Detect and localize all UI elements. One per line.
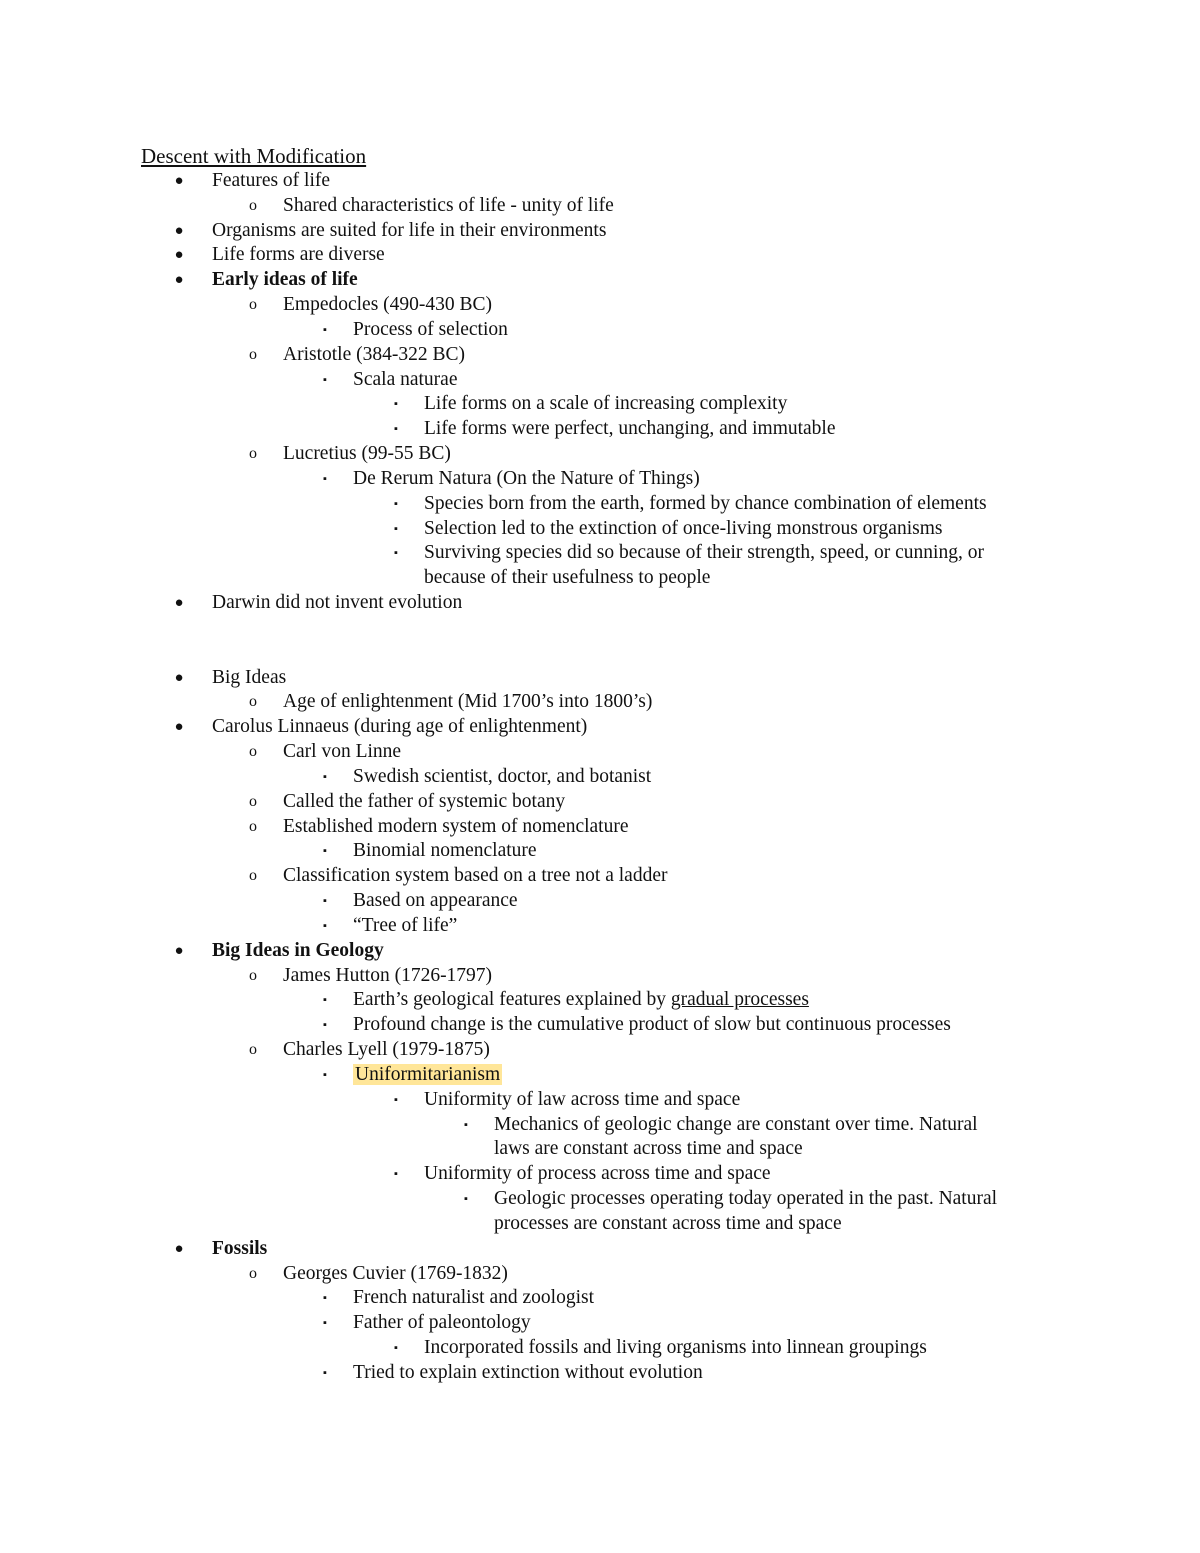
bullet-marker-icon: o (249, 345, 257, 363)
outline-item-label: De Rerum Natura (On the Nature of Things) (353, 467, 700, 489)
bullet-marker-icon: ● (174, 595, 184, 612)
outline-item-text (283, 690, 652, 715)
bullet-marker-icon: o (249, 966, 257, 984)
outline-item-label: processes are constant across time and space (494, 1212, 842, 1234)
outline-item-text (494, 1113, 978, 1138)
outline-item-label: Profound change is the cumulative product of slow but continuous processes (353, 1014, 951, 1036)
outline-item-label: Uniformity of law across time and space (424, 1088, 741, 1110)
outline-item-label: Uniformity of process across time and space (424, 1163, 771, 1185)
bullet-marker-icon: ▪ (323, 1317, 327, 1330)
outline-item-text (353, 1286, 594, 1311)
outline-item-text (353, 765, 651, 790)
outline-item-text (212, 939, 384, 964)
outline-item-text (353, 368, 457, 393)
bullet-marker-icon: ● (174, 1240, 184, 1257)
outline-item-label: “Tree of life” (353, 914, 458, 936)
bullet-marker-icon: ● (174, 272, 184, 289)
bullet-marker-icon: ● (174, 222, 184, 239)
outline-item-text (424, 1162, 771, 1187)
outline-item-text (424, 392, 787, 417)
bullet-marker-icon: ▪ (394, 423, 398, 436)
outline-item-text (424, 1088, 740, 1113)
outline-item-label: Earth’s geological features explained by (353, 989, 671, 1011)
outline-item-label: Father of paleontology (353, 1312, 531, 1334)
outline-item-text (283, 343, 465, 368)
bullet-marker-icon: o (249, 1041, 257, 1059)
outline-item-text (212, 1237, 267, 1262)
outline-item-text (283, 442, 451, 467)
outline-item-text (353, 988, 809, 1013)
outline-item-label: Geologic processes operating today operated in the past. Natural (494, 1188, 998, 1210)
outline-item-label: Fossils (212, 1237, 268, 1259)
bullet-marker-icon: ▪ (323, 1366, 327, 1379)
bullet-marker-icon: ● (174, 173, 184, 189)
outline-item-text (212, 715, 587, 740)
bullet-marker-icon: ● (174, 942, 184, 959)
outline-item-label: laws are constant across time and space (494, 1138, 803, 1160)
bullet-marker-icon: ▪ (394, 547, 398, 560)
outline-item-text (353, 889, 518, 914)
outline-item-label: James Hutton (1726-1797) (283, 964, 493, 986)
outline-item-text (353, 1063, 502, 1088)
outline-item-label: Tried to explain extinction without evolution (353, 1361, 703, 1383)
bullet-marker-icon: o (249, 445, 257, 463)
outline-item-label: Georges Cuvier (1769-1832) (283, 1262, 508, 1284)
outline-item-label: Carolus Linnaeus (during age of enlightenment) (212, 716, 588, 738)
bullet-marker-icon: ▪ (323, 1019, 327, 1032)
outline-item-label: Carl von Linne (283, 741, 402, 763)
outline-item-text (353, 914, 457, 939)
outline-item-text (424, 566, 710, 591)
bullet-marker-icon: o (249, 743, 257, 761)
bullet-marker-icon: ● (174, 719, 184, 736)
outline-item-text (283, 1038, 490, 1063)
bullet-marker-icon: ▪ (464, 1118, 468, 1131)
outline-item-text (283, 194, 614, 219)
underlined-phrase: gradual processes (670, 989, 809, 1011)
outline-item-label: Binomial nomenclature (353, 840, 537, 862)
outline-item-label: Organisms are suited for life in their environments (212, 219, 607, 241)
outline-item-text (283, 1262, 508, 1287)
outline-item-text (283, 790, 565, 815)
bullet-marker-icon: ▪ (464, 1193, 468, 1206)
outline-item-text (353, 1361, 703, 1386)
outline-item-label: because of their usefulness to people (424, 567, 711, 589)
outline-item-text (494, 1137, 803, 1162)
outline-item-label: Features of life (212, 170, 331, 191)
outline-item-label: Scala naturae (353, 368, 458, 390)
outline-item-label: Age of enlightenment (Mid 1700’s into 1800’s) (283, 691, 653, 713)
outline-item-label: Process of selection (353, 318, 508, 340)
outline-item-label: Classification system based on a tree not a ladder (283, 865, 668, 887)
bullet-marker-icon: ▪ (394, 1342, 398, 1354)
outline-item-label: Called the father of systemic botany (283, 790, 566, 812)
bullet-marker-icon: ▪ (323, 919, 327, 932)
bullet-marker-icon: ● (174, 669, 184, 686)
outline-item-label: Surviving species did so because of their strength, speed, or cunning, or (424, 542, 984, 564)
outline-item-text (212, 666, 286, 691)
document-title: Descent with Modification (141, 144, 367, 168)
outline-item-label: Darwin did not invent evolution (212, 592, 463, 614)
bullet-marker-icon: o (249, 693, 257, 711)
outline-item-text (283, 293, 492, 318)
outline-item-label: Selection led to the extinction of once-living monstrous organisms (424, 517, 943, 539)
outline-item-label: Aristotle (384-322 BC) (283, 343, 465, 365)
outline-item-label: Big Ideas (212, 666, 287, 688)
outline-item-label: Mechanics of geologic change are constant over time. Natural (494, 1113, 978, 1135)
outline-item-label: Uniformitarianism (355, 1063, 501, 1085)
outline-item-text (494, 1212, 842, 1237)
bullet-marker-icon: ▪ (394, 1168, 398, 1181)
outline-item-text (283, 740, 401, 765)
outline-item-text (424, 1336, 927, 1361)
bullet-marker-icon: ▪ (323, 472, 327, 485)
outline-item-text (424, 492, 987, 517)
outline-item-label: Empedocles (490-430 BC) (283, 294, 493, 316)
outline-item-label: Early ideas of life (212, 269, 358, 291)
outline-item-label: Shared characteristics of life - unity of life (283, 194, 614, 216)
bullet-marker-icon: ▪ (323, 895, 327, 908)
bullet-marker-icon: o (249, 1264, 257, 1282)
outline-item-text (424, 517, 942, 542)
outline-item-text (353, 467, 700, 492)
bullet-marker-icon: o (249, 792, 257, 810)
outline-item-text (283, 815, 629, 840)
outline-item-text (212, 219, 606, 244)
outline-item-text (353, 318, 508, 343)
outline-item-text (212, 591, 462, 616)
bullet-marker-icon: ▪ (394, 522, 398, 535)
bullet-marker-icon: ● (174, 247, 184, 264)
bullet-marker-icon: o (249, 296, 257, 314)
bullet-marker-icon: ▪ (394, 497, 398, 510)
outline-item-label: Established modern system of nomenclature (283, 815, 629, 837)
bullet-marker-icon: o (249, 196, 257, 214)
outline-item-text (212, 268, 358, 293)
bullet-marker-icon: ▪ (323, 1068, 327, 1081)
bullet-marker-icon: ▪ (394, 398, 398, 411)
bullet-marker-icon: ▪ (323, 323, 327, 336)
outline-item-label: Life forms on a scale of increasing complexity (424, 393, 788, 415)
bullet-marker-icon: ▪ (323, 994, 327, 1007)
outline-item-text (283, 864, 667, 889)
outline-item-text (424, 417, 836, 442)
outline-item-label: Swedish scientist, doctor, and botanist (353, 765, 652, 787)
outline-item-text (424, 541, 984, 566)
outline-item-label: Incorporated fossils and living organisms into linnean groupings (424, 1337, 927, 1358)
outline-item-label: Life forms are diverse (212, 244, 385, 266)
outline-item-text (212, 243, 385, 268)
bullet-marker-icon: o (249, 817, 257, 835)
outline-item-label: Big Ideas in Geology (212, 939, 384, 961)
outline-item-text (494, 1187, 997, 1212)
outline-item-label: Charles Lyell (1979-1875) (283, 1039, 490, 1061)
outline-item-label: Species born from the earth, formed by chance combination of elements (424, 492, 987, 514)
bullet-marker-icon: ▪ (323, 845, 327, 858)
outline-item-text (353, 1013, 951, 1038)
outline-item-text (353, 839, 537, 864)
outline-item-label: Based on appearance (353, 890, 518, 912)
bullet-marker-icon: ▪ (394, 1093, 398, 1106)
bullet-marker-icon: ▪ (323, 770, 327, 783)
outline-item-text (283, 964, 492, 989)
bullet-marker-icon: o (249, 867, 257, 885)
bullet-marker-icon: ▪ (323, 373, 327, 386)
outline-item-label: Lucretius (99-55 BC) (283, 443, 451, 465)
bullet-marker-icon: ▪ (323, 1292, 327, 1305)
outline-item-text (212, 169, 330, 194)
outline-item-label: Life forms were perfect, unchanging, and immutable (424, 418, 836, 440)
outline-item-label: French naturalist and zoologist (353, 1287, 594, 1309)
outline-item-text (353, 1311, 531, 1336)
